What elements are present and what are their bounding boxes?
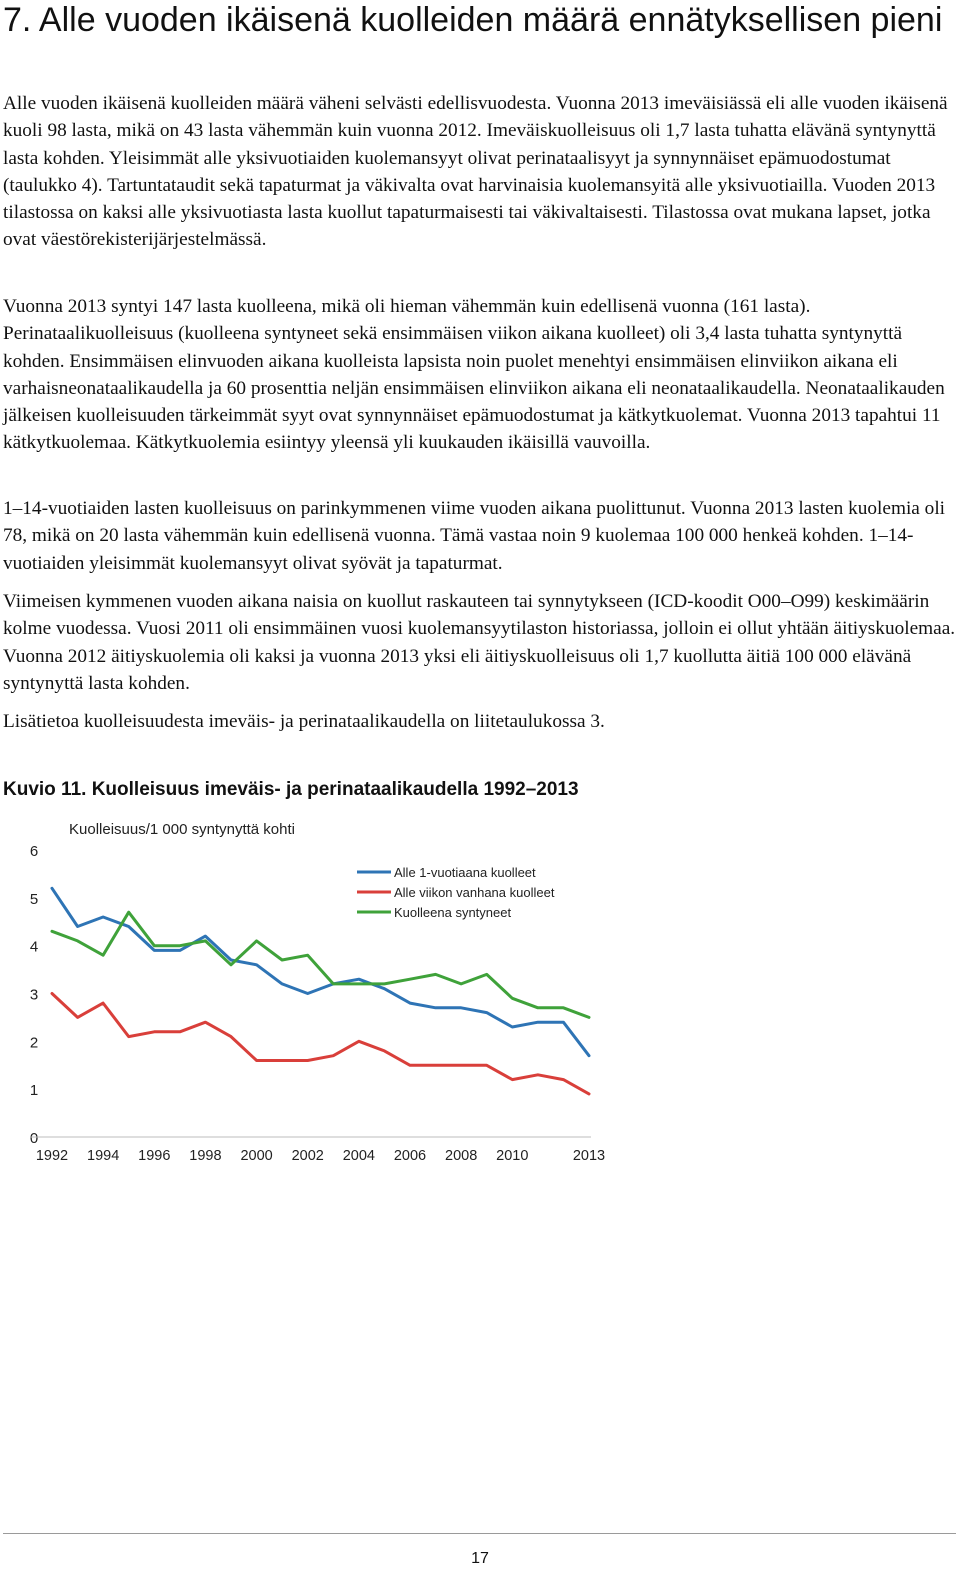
y-tick-label: 1 xyxy=(29,1082,39,1100)
figure-caption: Kuvio 11. Kuolleisuus imeväis- ja perinataalikaudella 1992–2013 xyxy=(3,779,579,800)
series-line xyxy=(52,994,589,1094)
paragraph-maternal-mortality: Viimeisen kymmenen vuoden aikana naisia on kuollut raskauteen tai synnytykseen (ICD-koodit O00–O99) keskimäärin kolme vuodessa. Vuosi 2011 oli ensimmäinen vuosi kuolemansyytilaston historiassa, jolloin ei ollut yhtään äitiyskuolemaa. Vuonna 2012 äitiyskuolemia oli kaksi ja vuonna 2013 yksi eli äitiyskuolleisuus oli 1,7 kuollutta äitiä 100 000 elävänä syntynyttä lasta kohden. xyxy=(3,591,956,694)
page-number: 17 xyxy=(471,1550,489,1567)
mortality-line-chart xyxy=(0,808,640,1168)
x-tick-label: 1992 xyxy=(35,1148,69,1164)
y-tick-label: 0 xyxy=(29,1130,39,1147)
chart-title: Kuolleisuus/1 000 syntynyttä kohti xyxy=(69,821,295,838)
x-tick-label: 2008 xyxy=(445,1148,478,1164)
x-tick-label: 1998 xyxy=(189,1148,222,1164)
paragraph-infant-mortality: Alle vuoden ikäisenä kuolleiden määrä väheni selvästi edellisvuodesta. Vuonna 2013 imeväisiässä eli alle vuoden ikäisenä kuoli 98 lasta, mikä on 43 lasta vähemmän kuin vuonna 2012. Imeväiskuolleisuus oli 1,7 lasta tuhatta elävänä syntynyttä lasta kohden. Yleisimmät alle yksivuotiaiden kuolemansyyt olivat perinataalisyyt ja synnynnäiset epämuodostumat (taulukko 4). Tartuntataudit sekä tapaturmat ja väkivalta ovat harvinaisia kuolemansyitä alle yksivuotiailla. Vuoden 2013 tilastossa on kaksi alle yksivuotiasta lasta kuollut tapaturmaisesti tai väkivaltaisesti. Tilastossa ovat mukana lapset, jotka ovat väestörekisterijärjestelmässä. xyxy=(3,93,948,251)
paragraph-child-mortality: 1–14-vuotiaiden lasten kuolleisuus on parinkymmenen viime vuoden aikana puolittunut. Vuonna 2013 lasten kuolemia oli 78, mikä on 20 lasta vähemmän kuin edellisenä vuonna. Tämä vastaa noin 9 kuolemaa 100 000 henkeä kohden. 1–14-vuotiaiden yleisimmät kuolemansyyt olivat syövät ja tapaturmat. xyxy=(3,498,946,574)
y-tick-label: 5 xyxy=(29,890,39,908)
chart-legend xyxy=(357,865,555,920)
y-axis xyxy=(30,843,38,1147)
y-tick-label: 3 xyxy=(29,986,39,1004)
x-tick-label: 1996 xyxy=(138,1148,171,1164)
footer-divider xyxy=(3,1533,956,1534)
series-line xyxy=(52,912,589,1017)
section-heading: 7. Alle vuoden ikäisenä kuolleiden määrä ennätyksellisen pieni xyxy=(3,1,943,39)
y-tick-label: 4 xyxy=(29,938,39,956)
paragraph-more-info: Lisätietoa kuolleisuudesta imeväis- ja perinataalikaudella on liitetaulukossa 3. xyxy=(3,711,605,732)
legend-label: Kuolleena syntyneet xyxy=(394,905,512,920)
y-tick-label: 6 xyxy=(29,843,39,860)
x-tick-label: 2010 xyxy=(496,1148,529,1164)
x-tick-label: 2013 xyxy=(572,1148,606,1164)
x-tick-label: 2006 xyxy=(393,1148,427,1164)
legend-label: Alle viikon vanhana kuolleet xyxy=(394,885,555,900)
x-tick-label: 2004 xyxy=(342,1148,375,1164)
x-tick-label: 2002 xyxy=(291,1148,324,1164)
y-tick-label: 2 xyxy=(29,1034,39,1052)
x-tick-label: 1994 xyxy=(87,1148,120,1164)
x-axis xyxy=(30,1137,605,1164)
legend-label: Alle 1-vuotiaana kuolleet xyxy=(394,865,536,880)
x-tick-label: 2000 xyxy=(240,1148,273,1164)
paragraph-perinatal-mortality: Vuonna 2013 syntyi 147 lasta kuolleena, mikä oli hieman vähemmän kuin edellisenä vuonna (161 lasta). Perinataalikuolleisuus (kuolleena syntyneet sekä ensimmäisen viikon aikana kuolleet) oli 3,4 lasta tuhatta syntynyttä kohden. Ensimmäisen elinvuoden aikana kuolleista lapsista noin puolet menehtyi ensimmäisen elinviikon aikana eli varhaisneonataalikaudella ja 60 prosenttia neljän ensimmäisen elinviikon aikana eli neonataalikaudella. Neonataalikauden jälkeisen kuolleisuuden tärkeimmät syyt ovat synnynnäiset epämuodostumat ja kätkytkuolemat. Vuonna 2013 tapahtui 11 kätkytkuolemaa. Kätkytkuolemia esiintyy yleensä yli kuukauden ikäisillä vauvoilla. xyxy=(3,296,945,454)
